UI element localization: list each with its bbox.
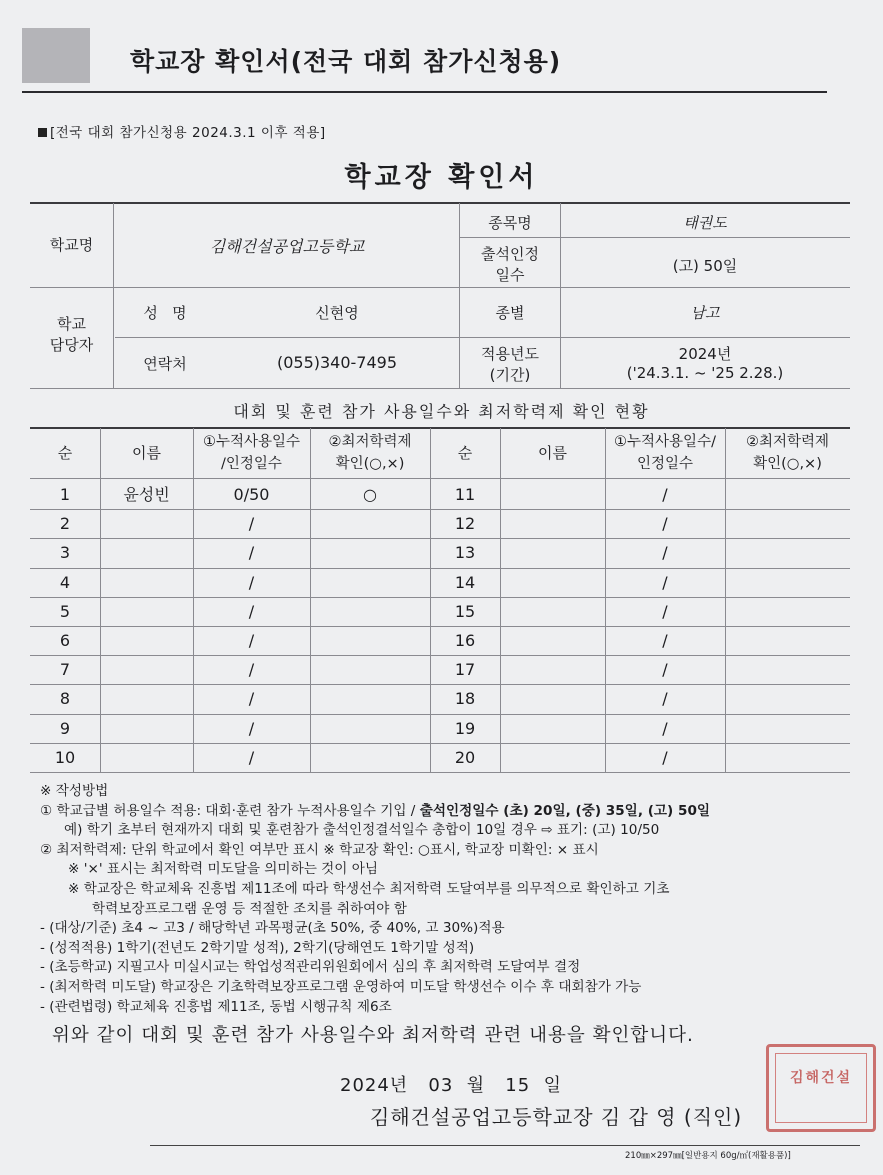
- note-1-text: ① 학교급별 허용일수 적용: 대회·훈련 참가 누적사용일수 기입 /: [40, 802, 420, 819]
- cell-no: 2: [59, 514, 71, 534]
- notice-text: [전국 대회 참가신청용 2024.3.1 이후 적용]: [50, 125, 326, 141]
- cell-days: /: [248, 718, 255, 738]
- cell-name: 윤성빈: [123, 485, 170, 504]
- year-value-1: 2024년: [678, 345, 732, 363]
- table-top-border: [30, 427, 850, 429]
- cell-no2: 16: [454, 631, 476, 650]
- cell-days2: /: [662, 718, 668, 738]
- cell-no2: 17: [454, 660, 476, 680]
- bullet-5: - (관련법령) 학교체육 진흥법 제11조, 동법 시행규칙 제6조: [40, 998, 392, 1015]
- sport-value: 태권도: [683, 214, 727, 232]
- note-2: ② 최저학력제: 단위 학교에서 확인 여부만 표시 ※ 학교장 확인: ○표시, 학교장 미확인: × 표시: [40, 841, 599, 858]
- note-3: ※ '×' 표시는 최저학력 미도달을 의미하는 것이 아님: [68, 861, 378, 878]
- info-line: [460, 237, 850, 238]
- sport-label: 종목명: [488, 214, 532, 232]
- header-no: 순: [57, 444, 73, 462]
- info-line: [115, 337, 850, 338]
- header-name-right: 이름: [538, 444, 567, 462]
- note-1-bold: 출석인정일수 (초) 20일, (중) 35일, (고) 50일: [419, 802, 711, 819]
- table-row: [30, 655, 850, 656]
- bullet-1: - (대상/기준) 초4 ~ 고3 / 해당학년 과목평균(초 50%, 중 40%, 고 30%)적용: [40, 920, 505, 937]
- cell-no2: 12: [454, 514, 476, 534]
- contact-value: (055)340-7495: [276, 353, 398, 372]
- cell-acad: ○: [363, 485, 377, 504]
- paper-spec: 210㎜×297㎜[일반용지 60g/㎡(재활용품)]: [625, 1151, 791, 1161]
- school-value: 김해건설공업고등학교: [209, 237, 365, 256]
- cell-days2: /: [662, 601, 668, 621]
- bullet-3: - (초등학교) 지필고사 미실시교는 학업성적관리위원회에서 심의 후 최저학력 도달여부 결정: [40, 959, 581, 976]
- header-acad-right-2: 확인(○,×): [753, 456, 822, 472]
- cell-days: /: [248, 660, 255, 680]
- table-vline: [500, 428, 501, 773]
- attend-label-1: 출석인정: [481, 245, 539, 263]
- table-row: [30, 626, 850, 627]
- header-acad-1: ②최저학력제: [328, 434, 412, 450]
- info-line: [30, 287, 850, 288]
- manager-label-2: 담당자: [49, 336, 94, 354]
- square-bullet-icon: [38, 128, 47, 137]
- cell-days2: /: [662, 543, 668, 563]
- gender-value: 남고: [690, 304, 720, 322]
- table-header-border: [30, 478, 850, 479]
- bullet-2: - (성적적용) 1학기(전년도 2학기말 성적), 2학기(당해연도 1학기말 성적): [40, 939, 475, 956]
- table-row: [30, 538, 850, 539]
- table-row: [30, 684, 850, 685]
- cell-no: 5: [59, 601, 71, 621]
- cell-no: 3: [59, 543, 71, 563]
- cell-days2: /: [662, 660, 668, 680]
- cell-days: /: [248, 601, 255, 621]
- cell-days: /: [248, 631, 255, 650]
- header-decoration: [22, 28, 90, 83]
- cell-no: 4: [59, 572, 71, 592]
- cell-days: /: [248, 572, 255, 592]
- info-vline: [113, 203, 114, 388]
- cell-days2: /: [662, 689, 668, 709]
- info-top-border: [30, 202, 850, 204]
- note-1-example: 예) 학기 초부터 현재까지 대회 및 훈련참가 출석인정결석일수 총합이 10일 경우 ⇨ 표기: (고) 10/50: [64, 822, 660, 839]
- table-vline: [725, 428, 726, 773]
- cell-days: /: [248, 689, 255, 709]
- instructions: [40, 782, 710, 1017]
- note-4-a: ※ 학교장은 학교체육 진흥법 제11조에 따라 학생선수 최저학력 도달여부를 의무적으로 확인하고 기초: [68, 880, 670, 897]
- cell-no: 6: [59, 631, 71, 650]
- table-vline: [310, 428, 311, 773]
- cell-no2: 18: [454, 689, 476, 709]
- year-label-2: (기간): [489, 366, 531, 384]
- header-title: 학교장 확인서(전국 대회 참가신청용): [130, 47, 562, 76]
- cell-no: 10: [54, 747, 76, 767]
- notice-line: [38, 121, 326, 141]
- confirmation-statement: 위와 같이 대회 및 훈련 참가 사용일수와 최저학력 관련 내용을 확인합니다.: [52, 1025, 694, 1046]
- header-days-1: ①누적사용일수: [202, 434, 301, 450]
- table-row: [30, 772, 850, 773]
- header-days-2: /인정일수: [221, 456, 282, 472]
- note-4-b: 학력보장프로그램 운영 등 적절한 조치를 취하여야 함: [92, 900, 407, 917]
- school-label: 학교명: [49, 236, 94, 254]
- cell-no2: 19: [454, 718, 476, 738]
- year-value-2: ('24.3.1. ~ '25 2.28.): [626, 364, 784, 382]
- attend-value: (고) 50일: [672, 257, 738, 275]
- bullet-4: - (최저학력 미도달) 학교장은 기초학력보장프로그램 운영하여 미도달 학생선수 이수 후 대회참가 가능: [40, 978, 642, 995]
- cell-days: 0/50: [233, 485, 270, 504]
- seal-text: 김해건설: [789, 1070, 853, 1086]
- name-value: 신현영: [315, 304, 359, 322]
- header-days-right-1: ①누적사용일수/: [614, 434, 716, 450]
- note-1: [40, 802, 710, 822]
- official-seal-stamp: [766, 1044, 876, 1132]
- cell-no2: 14: [454, 572, 476, 592]
- info-line: [30, 388, 850, 389]
- cell-no: 8: [59, 689, 71, 709]
- cell-days2: /: [662, 514, 668, 534]
- cell-no2: 15: [454, 601, 476, 621]
- document-title: 학교장 확인서: [344, 162, 539, 193]
- table-vline: [100, 428, 101, 773]
- gender-label: 종별: [495, 304, 525, 322]
- header-acad-right-1: ②최저학력제: [745, 434, 830, 450]
- notes-heading: ※ 작성방법: [40, 783, 109, 799]
- cell-days: /: [248, 543, 255, 563]
- name-label: 성 명: [143, 304, 187, 322]
- cell-no2: 20: [454, 747, 476, 767]
- cell-days2: /: [662, 631, 668, 650]
- cell-no: 1: [59, 485, 71, 504]
- issue-date: 2024년 03 월 15 일: [340, 1075, 562, 1096]
- cell-days: /: [248, 747, 255, 767]
- manager-label-1: 학교: [57, 315, 86, 333]
- header-acad-2: 확인(○,×): [335, 456, 405, 472]
- cell-no: 9: [59, 718, 71, 738]
- attend-label-2: 일수: [495, 266, 525, 284]
- cell-days2: /: [662, 747, 668, 767]
- header-days-right-2: 인정일수: [636, 456, 694, 472]
- cell-days2: /: [662, 572, 668, 592]
- section-title: 대회 및 훈련 참가 사용일수와 최저학력제 확인 현황: [233, 402, 650, 421]
- principal-signature-line: 김해건설공업고등학교장 김 갑 영 (직인): [370, 1105, 743, 1129]
- header-name: 이름: [132, 444, 161, 462]
- cell-days: /: [248, 514, 255, 534]
- cell-no2: 13: [454, 543, 476, 563]
- cell-no: 7: [59, 660, 71, 680]
- year-label-1: 적용년도: [481, 345, 539, 363]
- footer-divider: [150, 1145, 860, 1146]
- table-row: [30, 509, 850, 510]
- contact-label: 연락처: [143, 355, 187, 373]
- header-divider: [22, 91, 827, 93]
- cell-no2: 11: [454, 485, 476, 504]
- header-no-right: 순: [457, 444, 473, 462]
- seal-inner-border: [775, 1053, 867, 1123]
- cell-days2: /: [662, 485, 668, 504]
